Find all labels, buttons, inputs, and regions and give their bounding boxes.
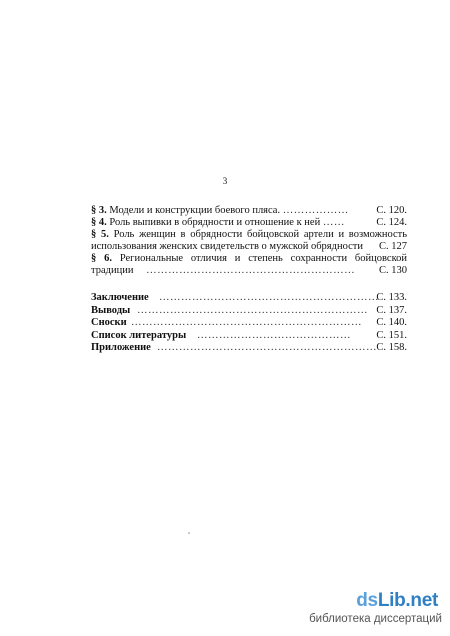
page-ref: С. 124.: [376, 217, 407, 228]
page-ref: С. 120.: [376, 205, 407, 216]
entry-title: Приложение: [91, 342, 151, 353]
section-title: Модели и конструкции боевого пляса.: [109, 205, 281, 216]
leader-dots: ………………………………………………………: [131, 317, 362, 328]
entry-title: Сноски: [91, 317, 127, 328]
section-title-cont: использования женских свидетельств о мужской обрядности: [91, 241, 363, 252]
toc-entry-3: [91, 205, 407, 217]
section-number: § 5.: [91, 229, 109, 240]
page-ref: С. 133.: [376, 292, 407, 303]
page-ref: С. 137.: [376, 304, 407, 316]
section-number: § 3.: [91, 205, 107, 216]
toc-entry-6: [91, 253, 407, 277]
entry-title: Выводы: [91, 304, 131, 316]
toc-main: [91, 292, 407, 355]
page-ref: С. 158.: [376, 342, 407, 353]
toc-entry-references: [91, 330, 407, 343]
watermark-subtitle: библиотека диссертаций: [309, 613, 442, 625]
toc-entry-5: [91, 229, 407, 253]
section-title: Региональные отличия и степень сохранности бойцовской: [119, 253, 408, 264]
leader-dots: ……………………………………………………: [159, 292, 379, 303]
entry-title: Заключение: [91, 292, 149, 303]
page-ref: С. 151.: [376, 329, 407, 341]
leader-dots: ……………………………………………………: [157, 342, 377, 353]
leader-dots: ……: [322, 217, 345, 228]
section-title-cont: традиции: [91, 265, 134, 276]
leader-dots: …………………………………………………: [146, 265, 356, 276]
leader-dots: ……………………………………: [197, 329, 351, 341]
page-ref: С. 140.: [376, 317, 407, 328]
page-ref: С. 130: [378, 265, 407, 276]
toc-sections: [91, 205, 407, 277]
leader-dots: ………………………………………………………: [137, 304, 368, 316]
toc-entry-4: [91, 217, 407, 229]
toc-entry-appendix: [91, 342, 407, 355]
watermark: [302, 590, 442, 628]
scan-speck: [188, 532, 190, 534]
page-number: 3: [222, 176, 228, 186]
section-number: § 4.: [91, 217, 107, 228]
entry-title: Список литературы: [91, 329, 187, 341]
dslib-logo: dsLib.net: [356, 590, 438, 611]
section-title: Роль выпивки в обрядности и отношение к ней: [109, 217, 321, 228]
toc-entry-conclusions: [91, 305, 407, 318]
toc-entry-conclusion: [91, 292, 407, 305]
section-number: § 6.: [91, 253, 112, 264]
toc-entry-footnotes: [91, 317, 407, 330]
leader-dots: ………………: [282, 205, 349, 216]
section-title: Роль женщин в обрядности бойцовской артели и возможность: [113, 229, 407, 240]
page-ref: С. 127: [378, 241, 407, 252]
